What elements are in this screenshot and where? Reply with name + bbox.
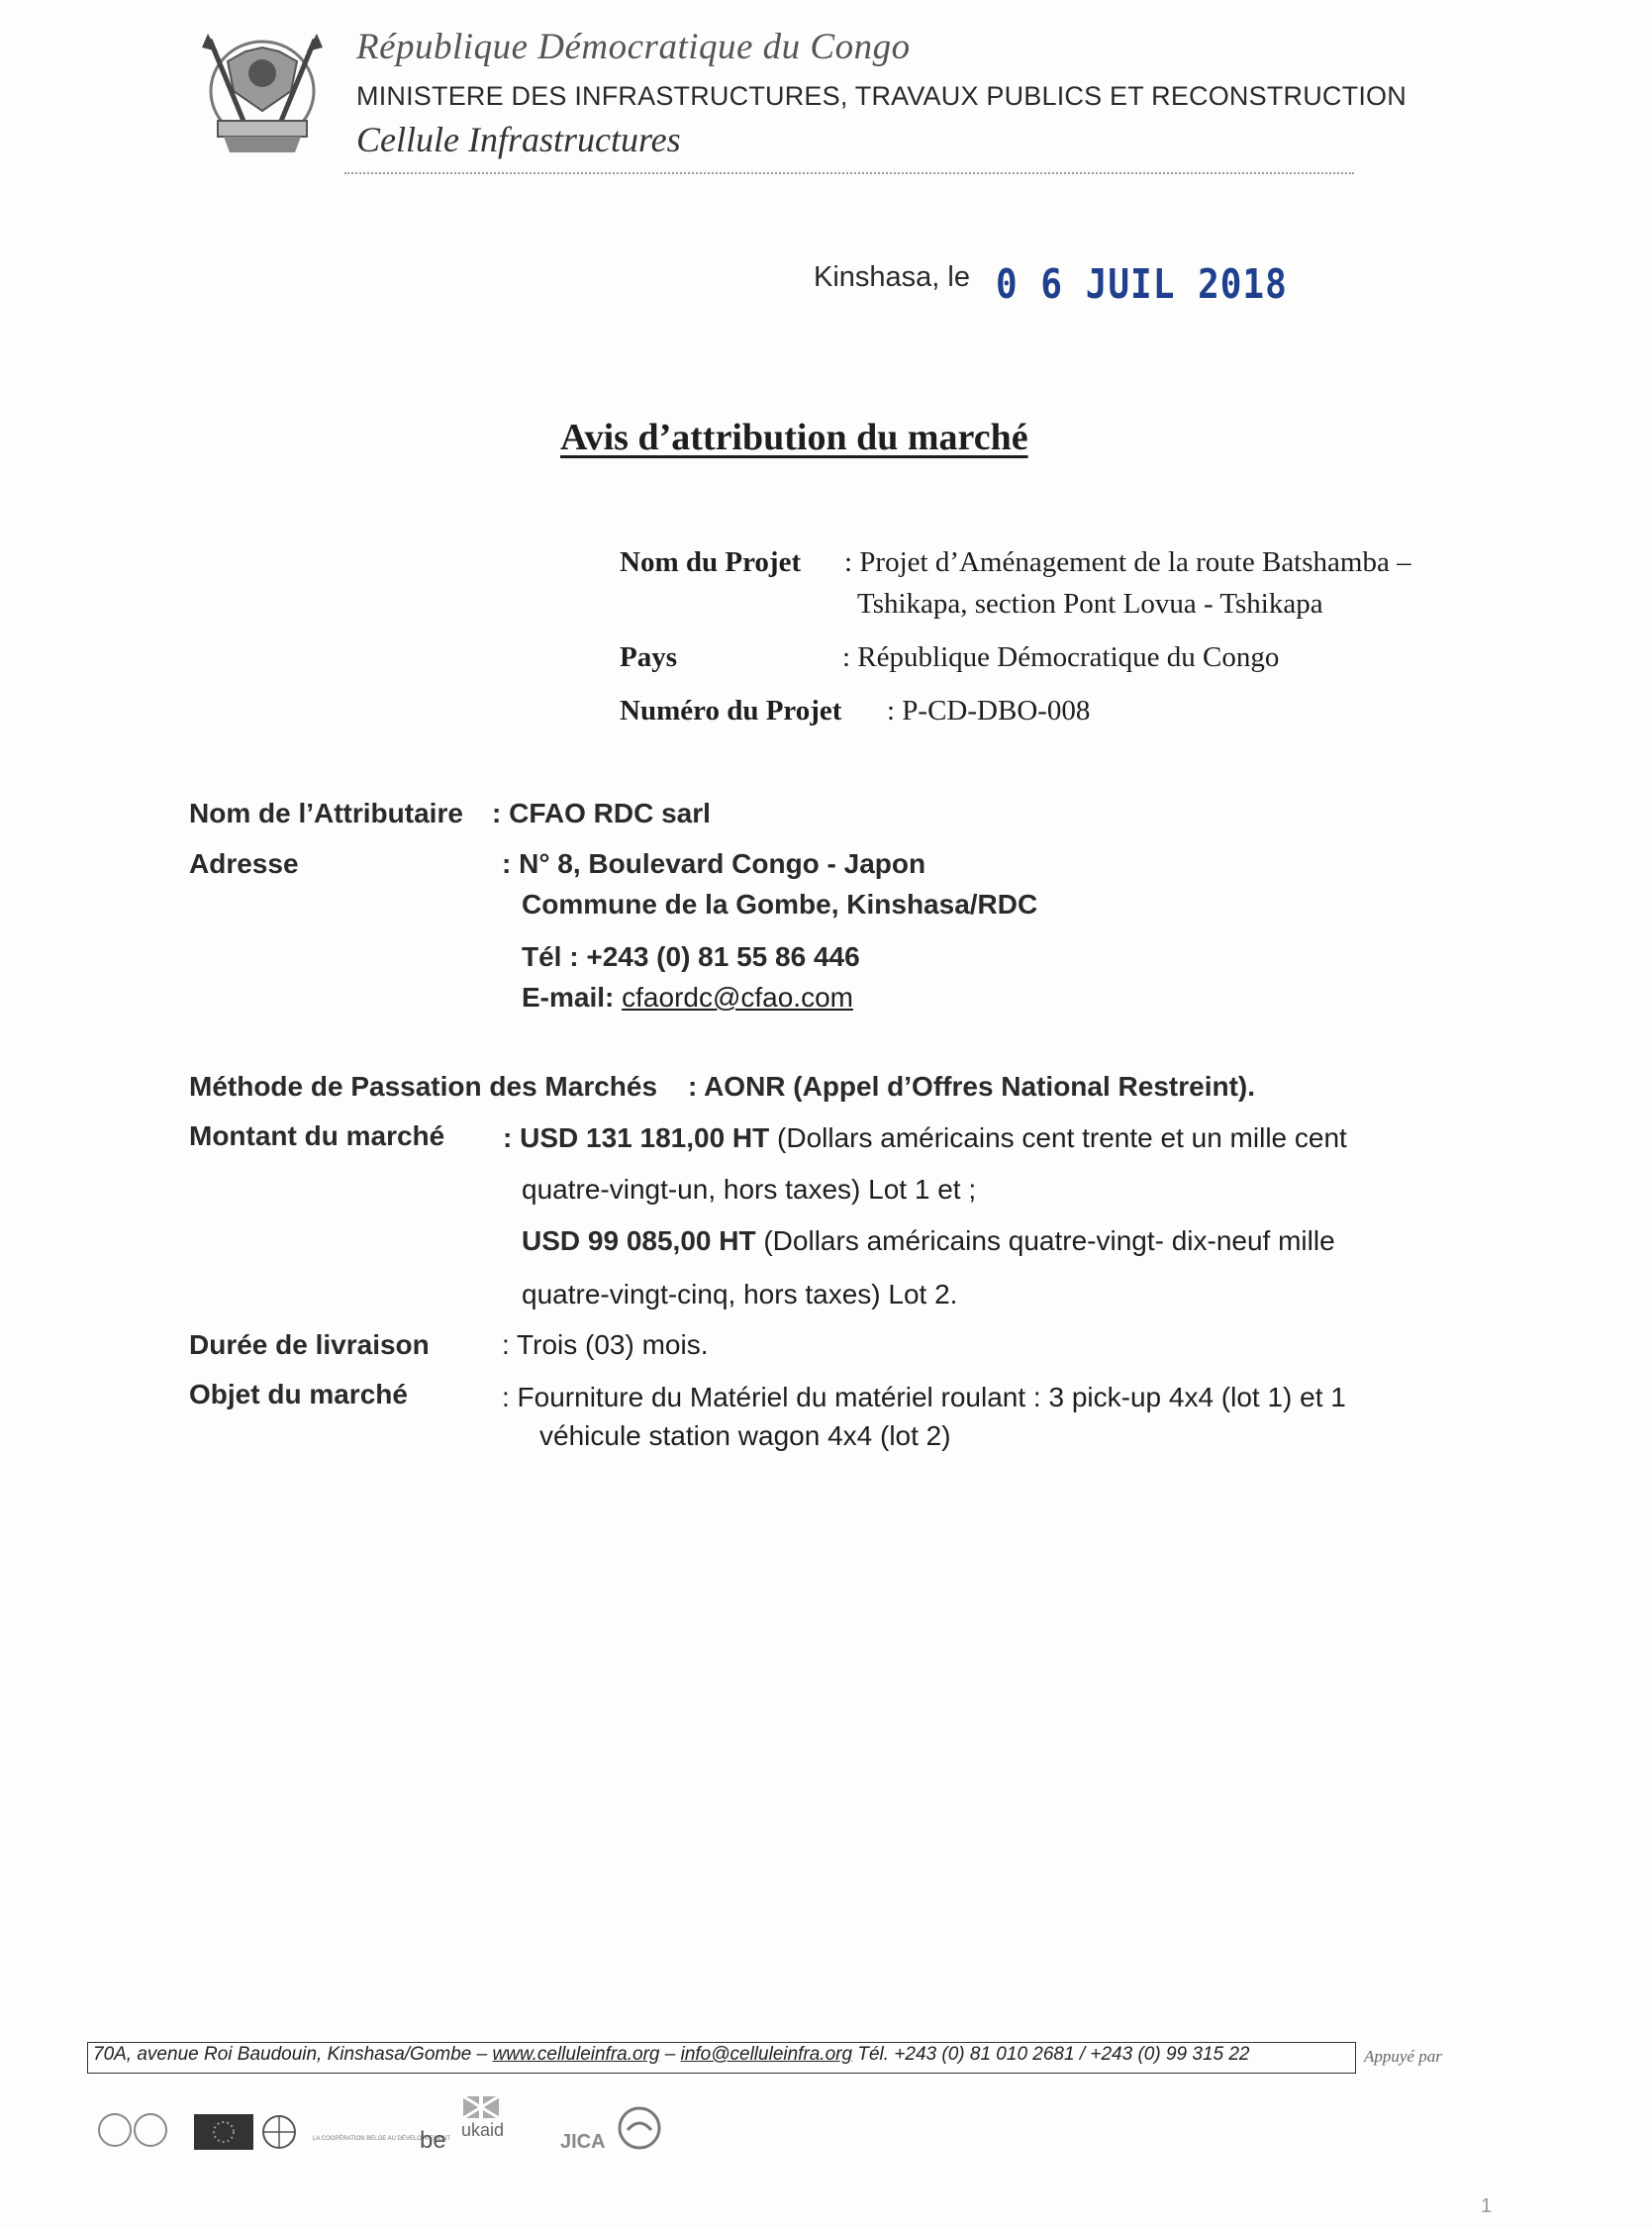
amount-2 (522, 1225, 1335, 1257)
object-label: Objet du marché (189, 1379, 408, 1409)
address-label: Adresse (189, 848, 299, 879)
footer-contact (93, 2044, 1250, 2066)
jica-logo: JICA (560, 2131, 606, 2153)
page-number: 1 (1481, 2195, 1493, 2217)
awardee-label: Nom de l’Attributaire (189, 798, 463, 828)
country-value: : République Démocratique du Congo (842, 641, 1280, 673)
belgian-cooperation-logo: LA COOPÉRATION BELGE AU DÉVELOPPEMENT (313, 2136, 450, 2142)
amount-1-figure: : USD 131 181,00 HT (503, 1122, 770, 1153)
method-value: : AONR (Appel d’Offres National Restreint). (688, 1071, 1256, 1102)
amount-1-line-2: quatre-vingt-un, hors taxes) Lot 1 et ; (522, 1174, 977, 1205)
method-label: Méthode de Passation des Marchés (189, 1071, 658, 1102)
page-title: Avis d’attribution du marché (560, 417, 1028, 458)
amount-label: Montant du marché (189, 1120, 445, 1151)
footer-address: 70A, avenue Roi Baudouin, Kinshasa/Gombe – (93, 2044, 493, 2065)
amount-1 (503, 1122, 1347, 1154)
project-number-label: Numéro du Projet (620, 695, 842, 727)
project-number-value: : P-CD-DBO-008 (887, 695, 1091, 727)
footer-supported-by: Appuyé par (1364, 2047, 1442, 2066)
project-name-value-2: Tshikapa, section Pont Lovua - Tshikapa (857, 588, 1323, 620)
uk-flag-icon (463, 2096, 499, 2118)
project-name-value: : Projet d’Aménagement de la route Batshamba – (844, 546, 1411, 578)
footer-phones: Tél. +243 (0) 81 010 2681 / +243 (0) 99 315 22 (852, 2044, 1250, 2065)
project-name-label: Nom du Projet (620, 546, 802, 578)
afdb-logo-icon (99, 2114, 166, 2146)
amount-2-line-2: quatre-vingt-cinq, hors taxes) Lot 2. (522, 1279, 958, 1309)
awardee-value: : CFAO RDC sarl (492, 798, 711, 828)
amount-2-figure: USD 99 085,00 HT (522, 1225, 756, 1256)
header-republic: République Démocratique du Congo (356, 27, 911, 67)
be-logo: be (420, 2127, 446, 2154)
coat-of-arms-logo (188, 22, 337, 160)
header-ministry: MINISTERE DES INFRASTRUCTURES, TRAVAUX PUBLICS ET RECONSTRUCTION (356, 81, 1407, 111)
object-line-1: : Fourniture du Matériel du matériel roulant : 3 pick-up 4x4 (lot 1) et 1 (502, 1382, 1346, 1412)
object-line-2: véhicule station wagon 4x4 (lot 2) (539, 1420, 951, 1451)
ukaid-logo: ukaid (461, 2120, 505, 2140)
email-row (522, 982, 853, 1014)
duration-value: : Trois (03) mois. (502, 1329, 709, 1360)
email-link[interactable]: cfaordc@cfao.com (622, 982, 853, 1013)
seal-logo-icon (620, 2108, 659, 2148)
eu-flag-icon (194, 2114, 253, 2150)
date-stamp: 0 6 JUIL 2018 (996, 261, 1288, 309)
footer-email-link[interactable]: info@celluleinfra.org (680, 2044, 853, 2065)
date-label: Kinshasa, le (814, 261, 970, 293)
world-bank-icon (263, 2116, 295, 2148)
header-divider (344, 172, 1354, 174)
footer-website-link[interactable]: www.celluleinfra.org (492, 2044, 660, 2065)
partner-logos (95, 2090, 709, 2156)
footer-separator: – (659, 2044, 681, 2065)
amount-2-words: (Dollars américains quatre-vingt- dix-neuf mille (755, 1225, 1335, 1256)
amount-1-words: (Dollars américains cent trente et un mille cent (769, 1122, 1347, 1153)
duration-label: Durée de livraison (189, 1329, 430, 1360)
email-label: E-mail: (522, 982, 615, 1013)
phone: Tél : +243 (0) 81 55 86 446 (522, 941, 860, 972)
country-label: Pays (620, 641, 677, 673)
header-cell: Cellule Infrastructures (356, 120, 681, 159)
address-line-1: : N° 8, Boulevard Congo - Japon (502, 848, 926, 879)
address-line-2: Commune de la Gombe, Kinshasa/RDC (522, 889, 1038, 920)
